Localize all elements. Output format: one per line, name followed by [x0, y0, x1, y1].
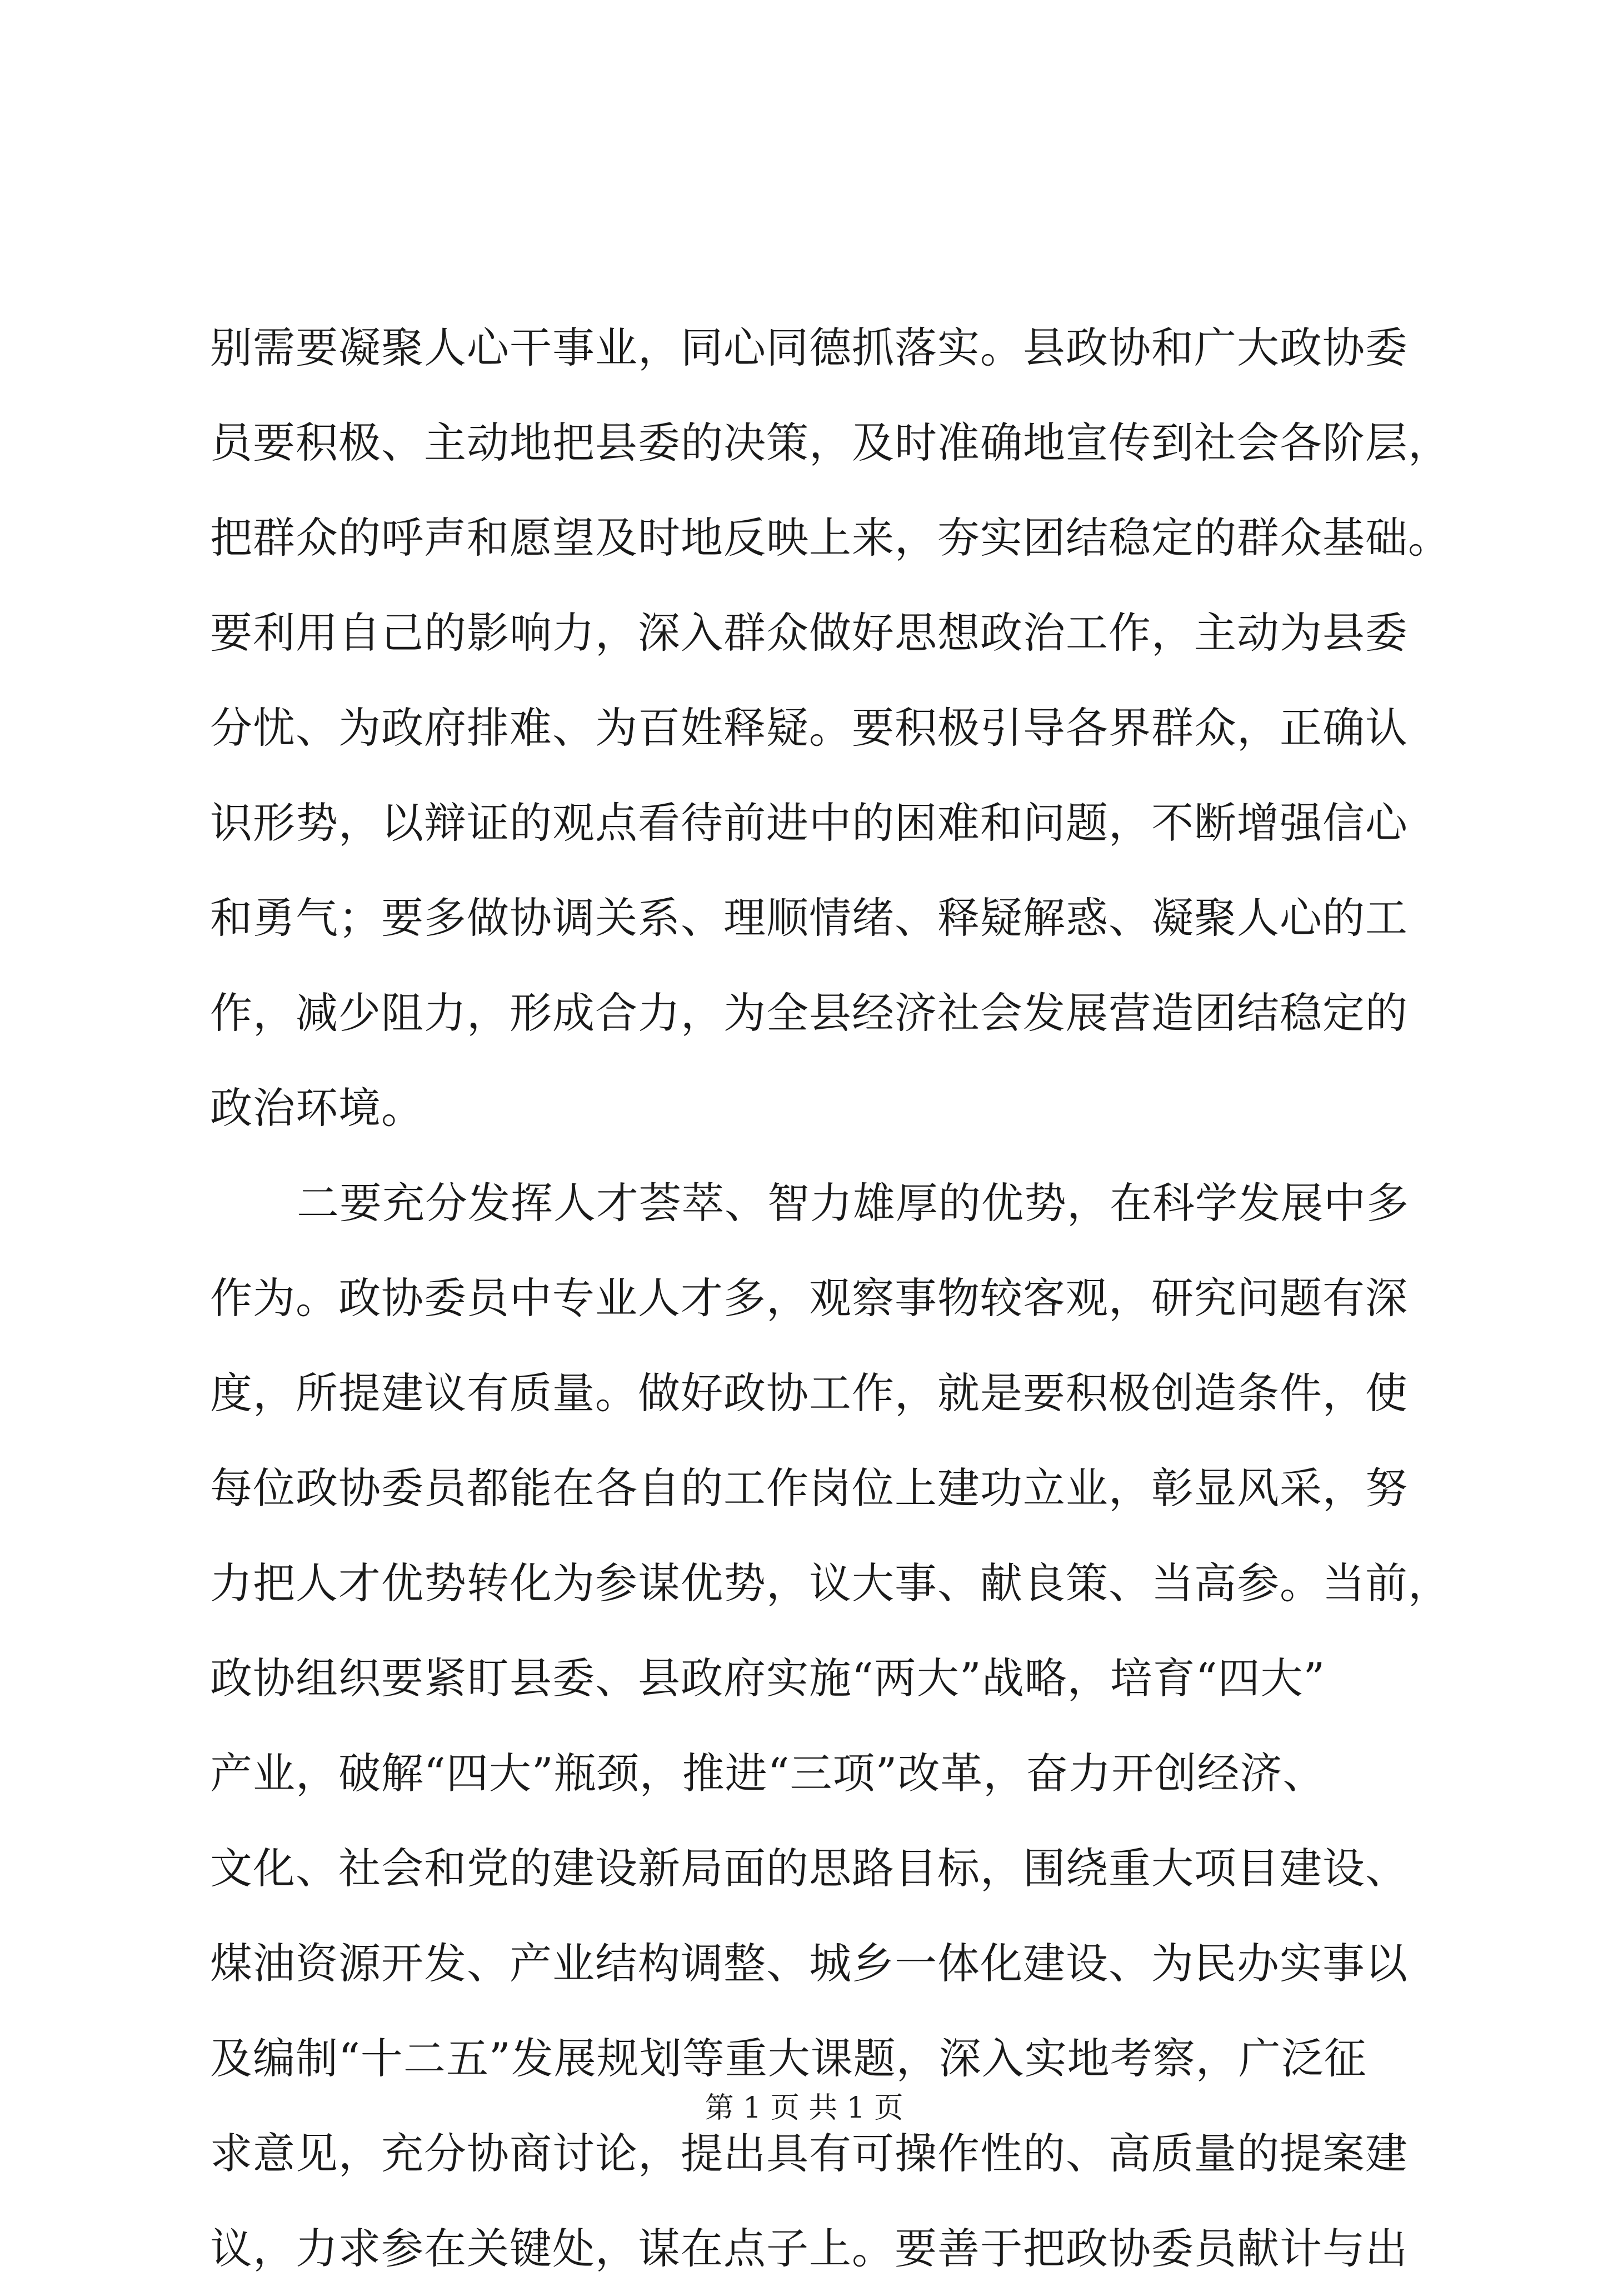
- text-line: 文化、社会和党的建设新局面的思路目标，围绕重大项目建设、: [210, 1844, 1408, 1893]
- text-line: 及编制“十二五”发展规划等重大课题，深入实地考察，广泛征: [210, 2034, 1367, 2083]
- text-line: 政治环境。: [210, 1083, 424, 1133]
- text-line: 把群众的呼声和愿望及时地反映上来，夯实团结稳定的群众基础。: [210, 513, 1451, 562]
- text-line: 产业，破解“四大”瓶颈，推进“三项”改革，奋力开创经济、: [210, 1749, 1326, 1798]
- page-footer: [0, 2084, 1608, 2126]
- text-line: 分忧、为政府排难、为百姓释疑。要积极引导各界群众，正确认: [210, 703, 1408, 753]
- text-line: 煤油资源开发、产业结构调整、城乡一体化建设、为民办实事以: [210, 1939, 1408, 1988]
- text-line: 政协组织要紧盯县委、县政府实施“两大”战略，培育“四大”: [210, 1653, 1326, 1703]
- text-line: 求意见，充分协商讨论，提出具有可操作性的、高质量的提案建: [210, 2129, 1408, 2178]
- text-line: 作为。政协委员中专业人才多，观察事物较客观，研究问题有深: [210, 1273, 1408, 1323]
- paragraph-start-line: 二要充分发挥人才荟萃、智力雄厚的优势，在科学发展中多: [297, 1178, 1409, 1228]
- text-line: 和勇气；要多做协调关系、理顺情绪、释疑解惑、凝聚人心的工: [210, 893, 1408, 943]
- text-line: 议，力求参在关键处，谋在点子上。要善于把政协委员献计与出: [210, 2224, 1408, 2273]
- text-line: 别需要凝聚人心干事业，同心同德抓落实。县政协和广大政协委: [210, 323, 1408, 372]
- text-line: 度，所提建议有质量。做好政协工作，就是要积极创造条件，使: [210, 1368, 1408, 1418]
- page-number: 第 1 页 共 1 页: [705, 2091, 903, 2125]
- document-body: [210, 300, 1451, 2296]
- text-line: 要利用自己的影响力，深入群众做好思想政治工作，主动为县委: [210, 608, 1408, 658]
- text-line: 作，减少阻力，形成合力，为全县经济社会发展营造团结稳定的: [210, 988, 1408, 1038]
- text-line: 力把人才优势转化为参谋优势，议大事、献良策、当高参。当前，: [210, 1558, 1451, 1608]
- text-line: 员要积极、主动地把县委的决策，及时准确地宣传到社会各阶层，: [210, 418, 1451, 467]
- text-line: 每位政协委员都能在各自的工作岗位上建功立业，彰显风采，努: [210, 1463, 1408, 1513]
- text-line: 识形势，以辩证的观点看待前进中的困难和问题，不断增强信心: [210, 798, 1408, 848]
